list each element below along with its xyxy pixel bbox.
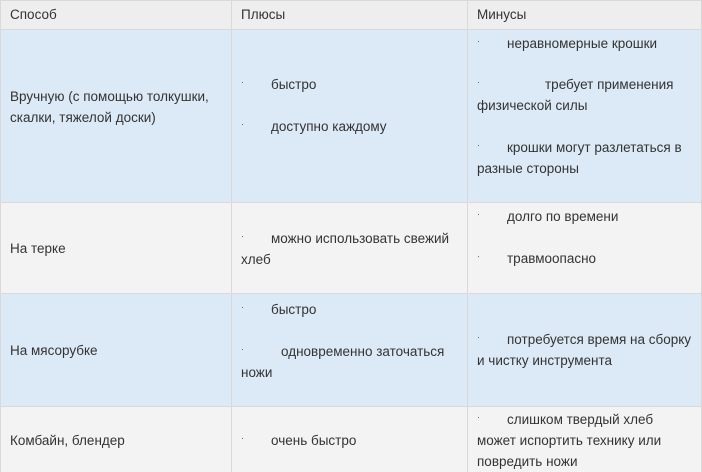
method-text: На мясорубке bbox=[10, 343, 98, 358]
pros-item: · быстро bbox=[241, 299, 461, 320]
bullet-icon: · bbox=[241, 77, 244, 87]
cons-cell bbox=[468, 294, 702, 406]
bullet-icon: · bbox=[241, 433, 244, 443]
pros-item: · одновременно заточаться ножи bbox=[241, 341, 461, 383]
cons-item: · требует применения физической силы bbox=[477, 74, 695, 116]
pros-item: · можно использовать свежий хлеб bbox=[241, 228, 461, 270]
pros-cell bbox=[232, 407, 468, 472]
header-pros: Плюсы bbox=[241, 7, 286, 22]
method-cell bbox=[1, 407, 232, 472]
table-row bbox=[1, 30, 702, 203]
cons-item: · крошки могут разлетаться в разные стороны bbox=[477, 137, 695, 179]
header-cell-cons bbox=[468, 1, 702, 29]
cons-item: · неравномерные крошки bbox=[477, 33, 695, 54]
bullet-icon: · bbox=[241, 119, 244, 129]
cons-cell bbox=[468, 407, 702, 472]
bullet-icon: · bbox=[477, 77, 480, 87]
pros-cell bbox=[232, 294, 468, 406]
method-text: Комбайн, блендер bbox=[10, 433, 125, 448]
cons-item: · слишком твердый хлеб может испортить технику или повредить ножи bbox=[477, 409, 695, 472]
method-cell bbox=[1, 203, 232, 293]
bullet-icon: · bbox=[241, 231, 244, 241]
pros-item: · очень быстро bbox=[241, 430, 461, 451]
cons-item: · потребуется время на сборку и чистку инструмента bbox=[477, 329, 695, 371]
header-cell-method bbox=[1, 1, 232, 29]
bullet-icon: · bbox=[477, 209, 480, 219]
bullet-icon: · bbox=[477, 36, 480, 46]
header-method: Способ bbox=[10, 7, 57, 22]
cons-item: · долго по времени bbox=[477, 206, 695, 227]
pros-item: · доступно каждому bbox=[241, 116, 461, 137]
bullet-icon: · bbox=[477, 332, 480, 342]
bullet-icon: · bbox=[241, 302, 244, 312]
pros-item: · быстро bbox=[241, 74, 461, 95]
cons-cell bbox=[468, 203, 702, 293]
method-text: На терке bbox=[10, 241, 66, 256]
header-cell-pros bbox=[232, 1, 468, 29]
cons-cell bbox=[468, 30, 702, 202]
pros-cell bbox=[232, 30, 468, 202]
table-row bbox=[1, 407, 702, 472]
method-cell bbox=[1, 30, 232, 202]
cons-item: · травмоопасно bbox=[477, 248, 695, 269]
pros-cell bbox=[232, 203, 468, 293]
method-cell bbox=[1, 294, 232, 406]
table-row bbox=[1, 294, 702, 407]
table-header-row bbox=[1, 0, 702, 30]
method-text: Вручную (с помощью толкушки, скалки, тяжелой доски) bbox=[10, 89, 209, 125]
table-row bbox=[1, 203, 702, 294]
bullet-icon: · bbox=[477, 251, 480, 261]
bullet-icon: · bbox=[477, 412, 480, 422]
bullet-icon: · bbox=[477, 140, 480, 150]
bullet-icon: · bbox=[241, 344, 244, 354]
header-cons: Минусы bbox=[477, 7, 527, 22]
